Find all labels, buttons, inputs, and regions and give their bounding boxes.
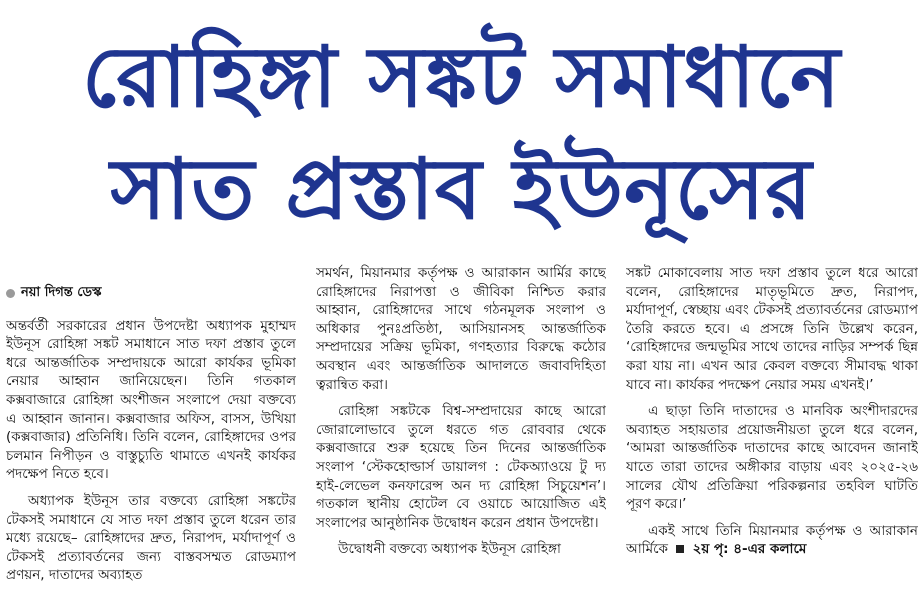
paragraph-text: একই সাথে তিনি মিয়ানমার কর্তৃপক্ষ ও আরাকান আর্মিকে bbox=[626, 522, 918, 558]
paragraph: অন্তর্বর্তী সরকারের প্রধান উপদেষ্টা অধ্যাপক মুহাম্মদ ইউনূস রোহিঙ্গা সঙ্কট সমাধানে সাত দফা প্রস্তাব তুলে ধরে আন্তর্জাতিক সম্প্রদায়কে আরো কার্যকর ভূমিকা নেয়ার আহ্বান জানিয়েছেন। তিনি গতকাল কক্সবাজারে রোহিঙ্গা অংশীজন সংলাপে দেয়া বক্তব্যে এ আহ্বান জানান। কক্সবাজার অফিস, বাসস, উখিয়া (কক্সবাজার) প্রতিনিধি। তিনি বলেন, রোহিঙ্গাদের ওপর চলমান নিপীড়ন ও বাস্তুচ্যুতি থামাতে এখনই কার্যকর পদক্ষেপ নিতে হবে। bbox=[6, 317, 296, 483]
bullet-dot-icon bbox=[6, 289, 15, 298]
byline-text: নয়া দিগন্ত ডেস্ক bbox=[21, 285, 102, 300]
article-column-1 bbox=[6, 264, 296, 614]
article-columns bbox=[6, 264, 918, 614]
paragraph: রোহিঙ্গা সঙ্কটকে বিশ্ব-সম্প্রদায়ের কাছে আরো জোরালোভাবে তুলে ধরতে গত রোববার থেকে কক্সবাজারে শুরু হয়েছে তিন দিনের আন্তর্জাতিক সংলাপ ‘স্টেকহোল্ডার্স ডায়ালগ : টেকঅ্যাওয়ে টু দ্য হাই-লেভেল কনফারেন্স অন দ্য রোহিঙ্গা সিচুয়েশন’। গতকাল স্থানীয় হোটেল বে ওয়াচে আয়োজিত এই সংলাপের আনুষ্ঠানিক উদ্বোধন করেন প্রধান উপদেষ্টা। bbox=[316, 403, 606, 531]
article-column-3 bbox=[626, 264, 918, 614]
headline-line-1: রোহিঙ্গা সঙ্কট সমাধানে bbox=[82, 28, 841, 126]
headline-line-2: সাত প্রস্তাব ইউনূসের bbox=[110, 140, 813, 238]
article-column-2 bbox=[316, 264, 606, 614]
paragraph: এ ছাড়া তিনি দাতাদের ও মানবিক অংশীদারদের অব্যাহত সহায়তার প্রয়োজনীয়তা তুলে ধরে বলেন, ‘আমরা আন্তর্জাতিক দাতাদের কাছে আবেদন জানাই যাতে তারা তাদের অঙ্গীকার বাড়ায় এবং ২০২৫-২৬ সালের যৌথ প্রতিক্রিয়া পরিকল্পনার তহবিল ঘাটতি পূরণ করে।’ bbox=[626, 403, 918, 513]
paragraph-with-jump bbox=[626, 522, 918, 559]
paragraph: উদ্বোধনী বক্তব্যে অধ্যাপক ইউনূস রোহিঙ্গা bbox=[338, 541, 561, 558]
paragraph: অধ্যাপক ইউনূস তার বক্তব্যে রোহিঙ্গা সঙ্কটের টেকসই সমাধানে যে সাত দফা প্রস্তাব তুলে ধরেন তার মধ্যে রয়েছে– রোহিঙ্গাদের দ্রুত, নিরাপদ, মর্যাদাপূর্ণ ও টেকসই প্রত্যাবর্তনের জন্য বাস্তবসম্মত রোডম্যাপ প্রণয়ন, দাতাদের অব্যাহত bbox=[6, 492, 296, 584]
byline bbox=[6, 284, 296, 303]
paragraph: সমর্থন, মিয়ানমার কর্তৃপক্ষ ও আরাকান আর্মির কাছে রোহিঙ্গাদের নিরাপত্তা ও জীবিকা নিশ্চিত করার আহ্বান, রোহিঙ্গাদের সাথে গঠনমূলক সংলাপ ও অধিকার পুনঃপ্রতিষ্ঠা, আসিয়ানসহ আন্তর্জাতিক সম্প্রদায়ের সক্রিয় ভূমিকা, গণহত্যার বিরুদ্ধে কঠোর অবস্থান এবং আন্তর্জাতিক আদালতে জবাবদিহিতা ত্বরান্বিত করা। bbox=[316, 265, 606, 393]
continuation-jump[interactable]: ২য় পৃ: ৪-এর কলামে bbox=[692, 541, 807, 558]
paragraph: সঙ্কট মোকাবেলায় সাত দফা প্রস্তাব তুলে ধরে আরো বলেন, রোহিঙ্গাদের মাতৃভূমিতে দ্রুত, নিরাপদ, মর্যাদাপূর্ণ, স্বেচ্ছায় এবং টেকসই প্রত্যাবর্তনের রোডম্যাপ তৈরি করতে হবে। এ প্রসঙ্গে তিনি উল্লেখ করেন, ‘রোহিঙ্গাদের জন্মভূমির সাথে তাদের নাড়ির সম্পর্ক ছিন্ন করা যায় না। এখন আর কেবল বক্তব্যে সীমাবদ্ধ থাকা যাবে না। কার্যকর পদক্ষেপ নেয়ার সময় এখনই।’ bbox=[626, 265, 918, 393]
square-bullet-icon bbox=[676, 545, 684, 553]
